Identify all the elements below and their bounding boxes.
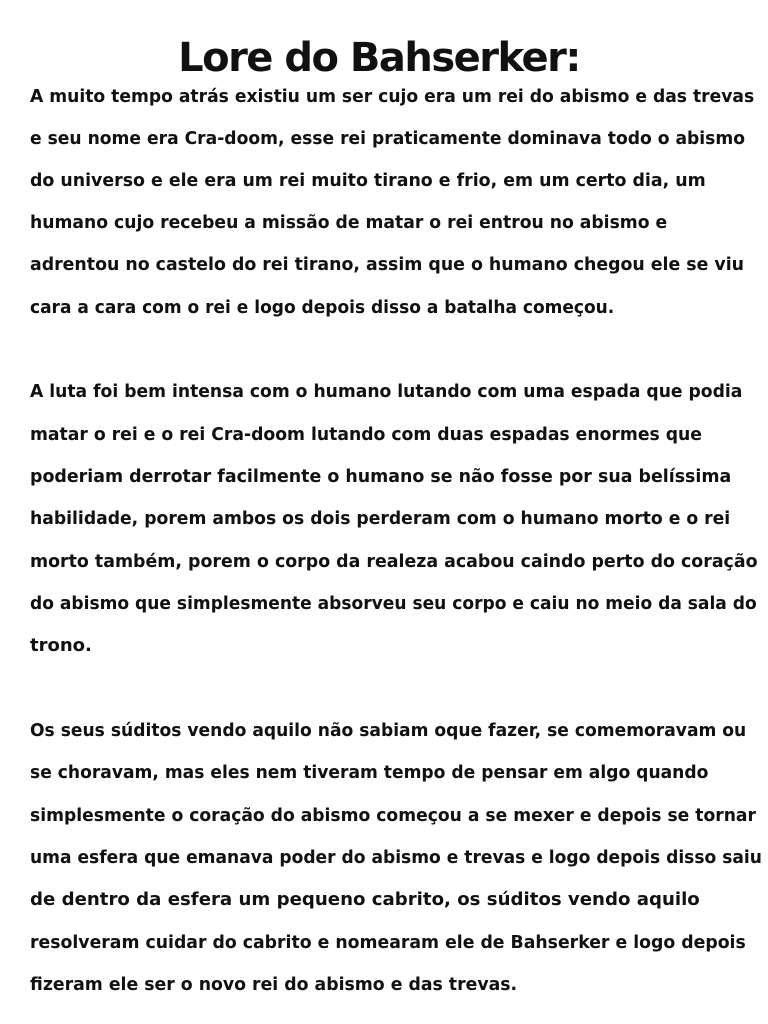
paragraph-3-line-1: Os seus súditos vendo aquilo não sabiam oque fazer, se comemoravam ou <box>30 720 747 741</box>
paragraph-1-line-5: adrentou no castelo do rei tirano, assim que o humano chegou ele se viu <box>30 254 745 275</box>
paragraph-2-line-7: trono. <box>30 635 92 656</box>
paragraph-2-line-6: do abismo que simplesmente absorveu seu corpo e caiu no meio da sala do <box>30 593 757 614</box>
paragraph-3-line-2: se choravam, mas eles nem tiveram tempo de pensar em algo quando <box>30 762 709 783</box>
paragraph-2-line-2: matar o rei e o rei Cra-doom lutando com duas espadas enormes que <box>30 424 702 445</box>
paragraph-2-line-5: morto também, porem o corpo da realeza acabou caindo perto do coração <box>30 551 758 572</box>
paragraph-1-line-4: humano cujo recebeu a missão de matar o rei entrou no abismo e <box>30 212 668 233</box>
paragraph-3-line-6: resolveram cuidar do cabrito e nomearam ele de Bahserker e logo depois <box>30 932 746 953</box>
document-title-text: Lore do Bahserker: <box>178 35 580 81</box>
paragraph-3-line-5: de dentro da esfera um pequeno cabrito, os súditos vendo aquilo <box>30 889 700 910</box>
paragraph-1-line-2: e seu nome era Cra-doom, esse rei praticamente dominava todo o abismo <box>30 128 745 149</box>
paragraph-2-line-4: habilidade, porem ambos os dois perderam com o humano morto e o rei <box>30 508 731 529</box>
paragraph-1-line-1: A muito tempo atrás existiu um ser cujo era um rei do abismo e das trevas <box>30 86 755 107</box>
paragraph-3-line-3: simplesmente o coração do abismo começou a se mexer e depois se tornar <box>30 805 756 826</box>
paragraph-2-line-3: poderiam derrotar facilmente o humano se não fosse por sua belíssima <box>30 466 732 487</box>
paragraph-3-line-4: uma esfera que emanava poder do abismo e trevas e logo depois disso saiu <box>30 847 762 868</box>
paragraph-1-line-3: do universo e ele era um rei muito tirano e frio, em um certo dia, um <box>30 170 706 191</box>
paragraph-3-line-7: fizeram ele ser o novo rei do abismo e das trevas. <box>30 974 518 995</box>
paragraph-2-line-1: A luta foi bem intensa com o humano lutando com uma espada que podia <box>30 381 743 402</box>
document-title <box>0 34 768 82</box>
paragraph-1-line-6: cara a cara com o rei e logo depois disso a batalha começou. <box>30 297 615 318</box>
